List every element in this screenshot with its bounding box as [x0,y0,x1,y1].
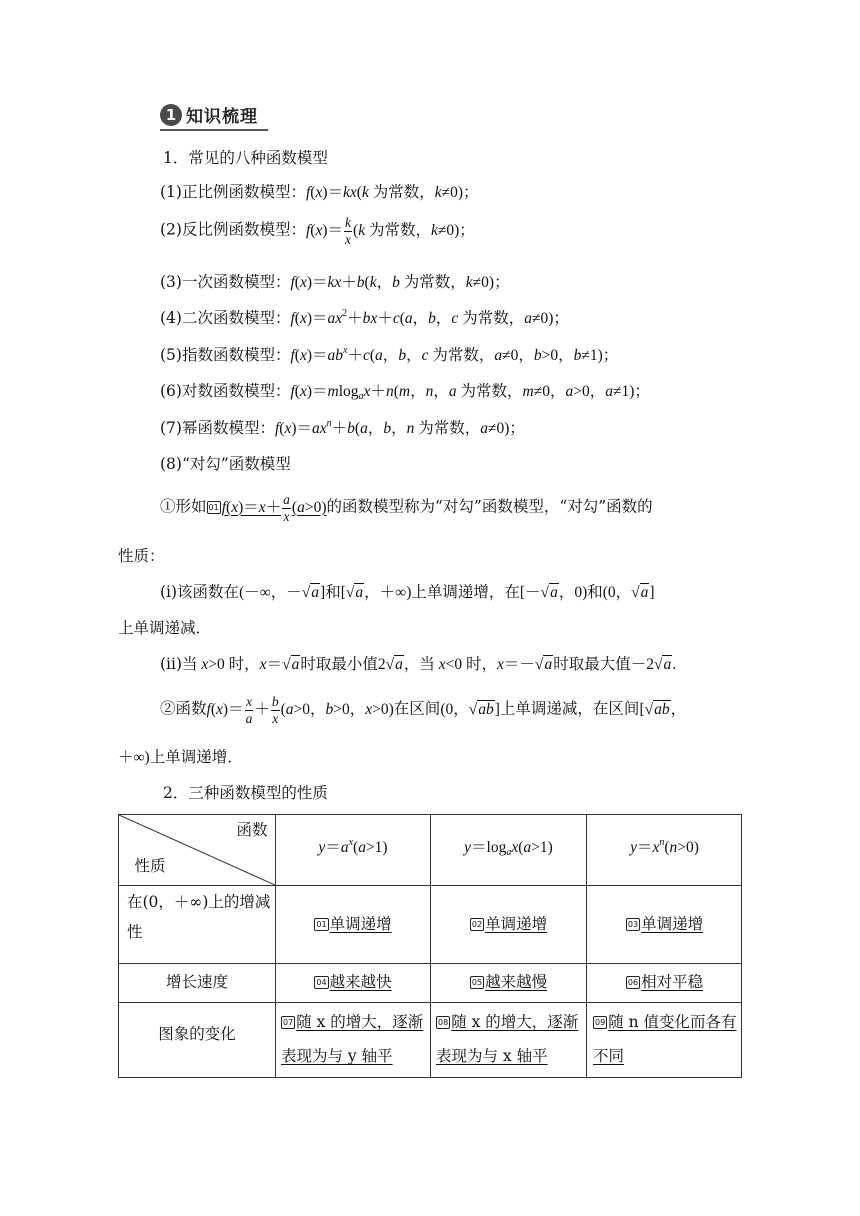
cell-text: 单调递增 [329,915,392,933]
model-3-formula: f(x)＝kx＋b(k，b 为常数，k≠0)； [290,274,510,291]
answer-marker: 08 [438,1018,449,1027]
second-function-increase-interval-end: ＋∞) [118,749,150,766]
model-5-line [160,343,618,365]
model-8-label: (8)“对勾”函数模型 [160,455,291,473]
model-2-label: (2)反比例函数模型： [160,220,306,239]
cell-text: 随 x 的增大，逐渐表现为与 y 轴平 [281,1013,424,1065]
model-7-line [160,416,525,438]
model-4-line [160,306,569,328]
hook-cond-positive: x>0 时，x＝√a [201,656,300,673]
model-3-line [160,270,510,292]
model-1-tail: 为常数， [372,183,435,201]
model-6-line [160,379,650,401]
heading-function-models: 1．常见的八种函数模型 [163,149,328,167]
second-function-decrease-interval: (0，√ab] [440,700,500,718]
row-label-graph-change: 图象的变化 [158,1025,236,1043]
hook-property-1-a: (ⅰ)该函数在 [160,583,240,601]
cell-graph-power [593,1005,737,1073]
hook-max-value: －2√a. [630,656,677,673]
hook-intro-line [160,493,653,523]
model-3-label: (3)一次函数模型： [160,273,291,291]
cell-graph-exp [281,1005,427,1073]
model-2-formula: f(x)＝ $\frac{k}{x}$ (k 为常数，k≠0)； [305,215,475,247]
hook-interval-decrease: [－√a，0)和(0，√a] [519,584,655,601]
hook-property-2-c: ，当 [403,655,435,673]
second-function-b: 在区间 [393,699,441,718]
cell-growth-exp [276,965,430,999]
cell-text: 越来越快 [329,973,392,991]
second-function-a: ②函数 [160,699,207,718]
cell-monotonicity-power [587,907,742,941]
cell-text: 随 x 的增大，逐渐表现为与 x 轴平 [436,1013,579,1065]
hook-property-1-c: 上单调递减． [118,619,212,637]
model-1-condition: k≠0)； [434,184,479,201]
col-header-exponential: $y=a^x(a>1)$ [318,837,388,856]
second-function-line [160,695,686,725]
corner-label-function: 函数 [236,821,268,839]
hook-interval-increase: (－∞，－√a]和[√a，＋∞) [239,584,412,601]
hook-intro-b: 的函数模型称为“对勾”函数模型，“对勾”函数的 [326,497,653,516]
hook-property-2-b: 时取最小值 [300,655,378,673]
answer-marker-01: 01 [208,502,219,512]
model-5-formula: $f(x)=ab^x+c(a$，b，c 为常数，a≠0，b>0，b≠1)； [290,345,619,364]
model-7-formula: $f(x)=ax^n+b(a$，b，n 为常数，a≠0)； [274,418,525,437]
cell-text: 随 n 值变化而各有不同 [593,1013,737,1065]
cell-text: 单调递增 [641,915,704,933]
cell-growth-log [431,965,586,999]
cell-text: 相对平稳 [641,973,704,991]
section-underline [160,129,268,131]
second-function-increase-interval-start: [√ab， [639,700,687,718]
heading-three-models: 2．三种函数模型的性质 [163,784,328,802]
model-1-line [160,180,479,202]
answer-marker: 06 [627,978,639,987]
second-function-c: 上单调递减，在区间 [499,699,640,718]
model-6-label: (6)对数函数模型： [160,382,291,400]
answer-marker: 03 [627,920,639,929]
cell-graph-log [436,1005,582,1073]
section-number-badge: 1 [160,104,182,126]
model-2-line [160,216,475,246]
model-4-formula: $f(x)=ax^2+bx+c(a$，b，c 为常数，a≠0)； [290,308,569,327]
hook-property-1 [160,580,655,602]
model-5-label: (5)指数函数模型： [160,346,291,364]
answer-marker: 01 [316,920,327,929]
hook-min-value: 2√a [377,656,403,673]
cell-text: 越来越慢 [485,973,548,991]
hook-definition: 01 f(x)＝x＋ $\frac{a}{x}$ (a>0) [208,492,327,524]
row-label-monotonicity: 在(0，＋∞)上的增减性 [127,893,271,941]
second-function-d: 上单调递增． [149,748,243,766]
second-function-formula: f(x)＝ $\frac{x}{a}$ ＋ $\frac{b}{x}$ (a>0，b>0，x>0) [206,694,394,726]
second-function-line-2 [118,745,243,767]
model-4-label: (4)二次函数模型： [160,309,291,327]
answer-marker: 09 [595,1018,606,1027]
section-title: 知识梳理 [186,107,258,127]
hook-intro-a: ①形如 [160,497,207,516]
answer-marker: 04 [316,978,327,987]
model-1-label: (1)正比例函数模型： [160,183,306,201]
model-1-formula: f(x)＝kx(k [305,184,369,201]
model-6-formula: f(x)＝mlog$_a$x＋n(m，n，a 为常数，m≠0，a>0，a≠1)； [290,383,650,402]
answer-marker: 05 [471,978,483,987]
cell-text: 单调递增 [485,915,548,933]
row-label-growth-rate: 增长速度 [165,973,228,991]
hook-intro-c: 性质： [118,547,165,565]
model-7-label: (7)幂函数模型： [160,419,275,437]
cell-growth-power [587,965,742,999]
hook-property-2-a: (ⅱ)当 [160,655,198,673]
hook-property-1-b: 上单调递增，在 [411,583,520,601]
answer-marker: 07 [283,1018,294,1027]
col-header-logarithmic: $y=\log_ax(a>1)$ [464,839,553,858]
corner-label-property: 性质 [134,857,166,875]
hook-property-2 [160,652,676,674]
cell-monotonicity-log [431,907,586,941]
properties-table [118,814,742,1078]
hook-property-2-d: 时取最大值 [553,655,631,673]
hook-cond-negative: x<0 时，x＝－√a [438,656,553,673]
answer-marker: 02 [471,920,483,929]
cell-monotonicity-exp [276,907,430,941]
col-header-power: $y=x^n(n>0)$ [630,837,699,856]
